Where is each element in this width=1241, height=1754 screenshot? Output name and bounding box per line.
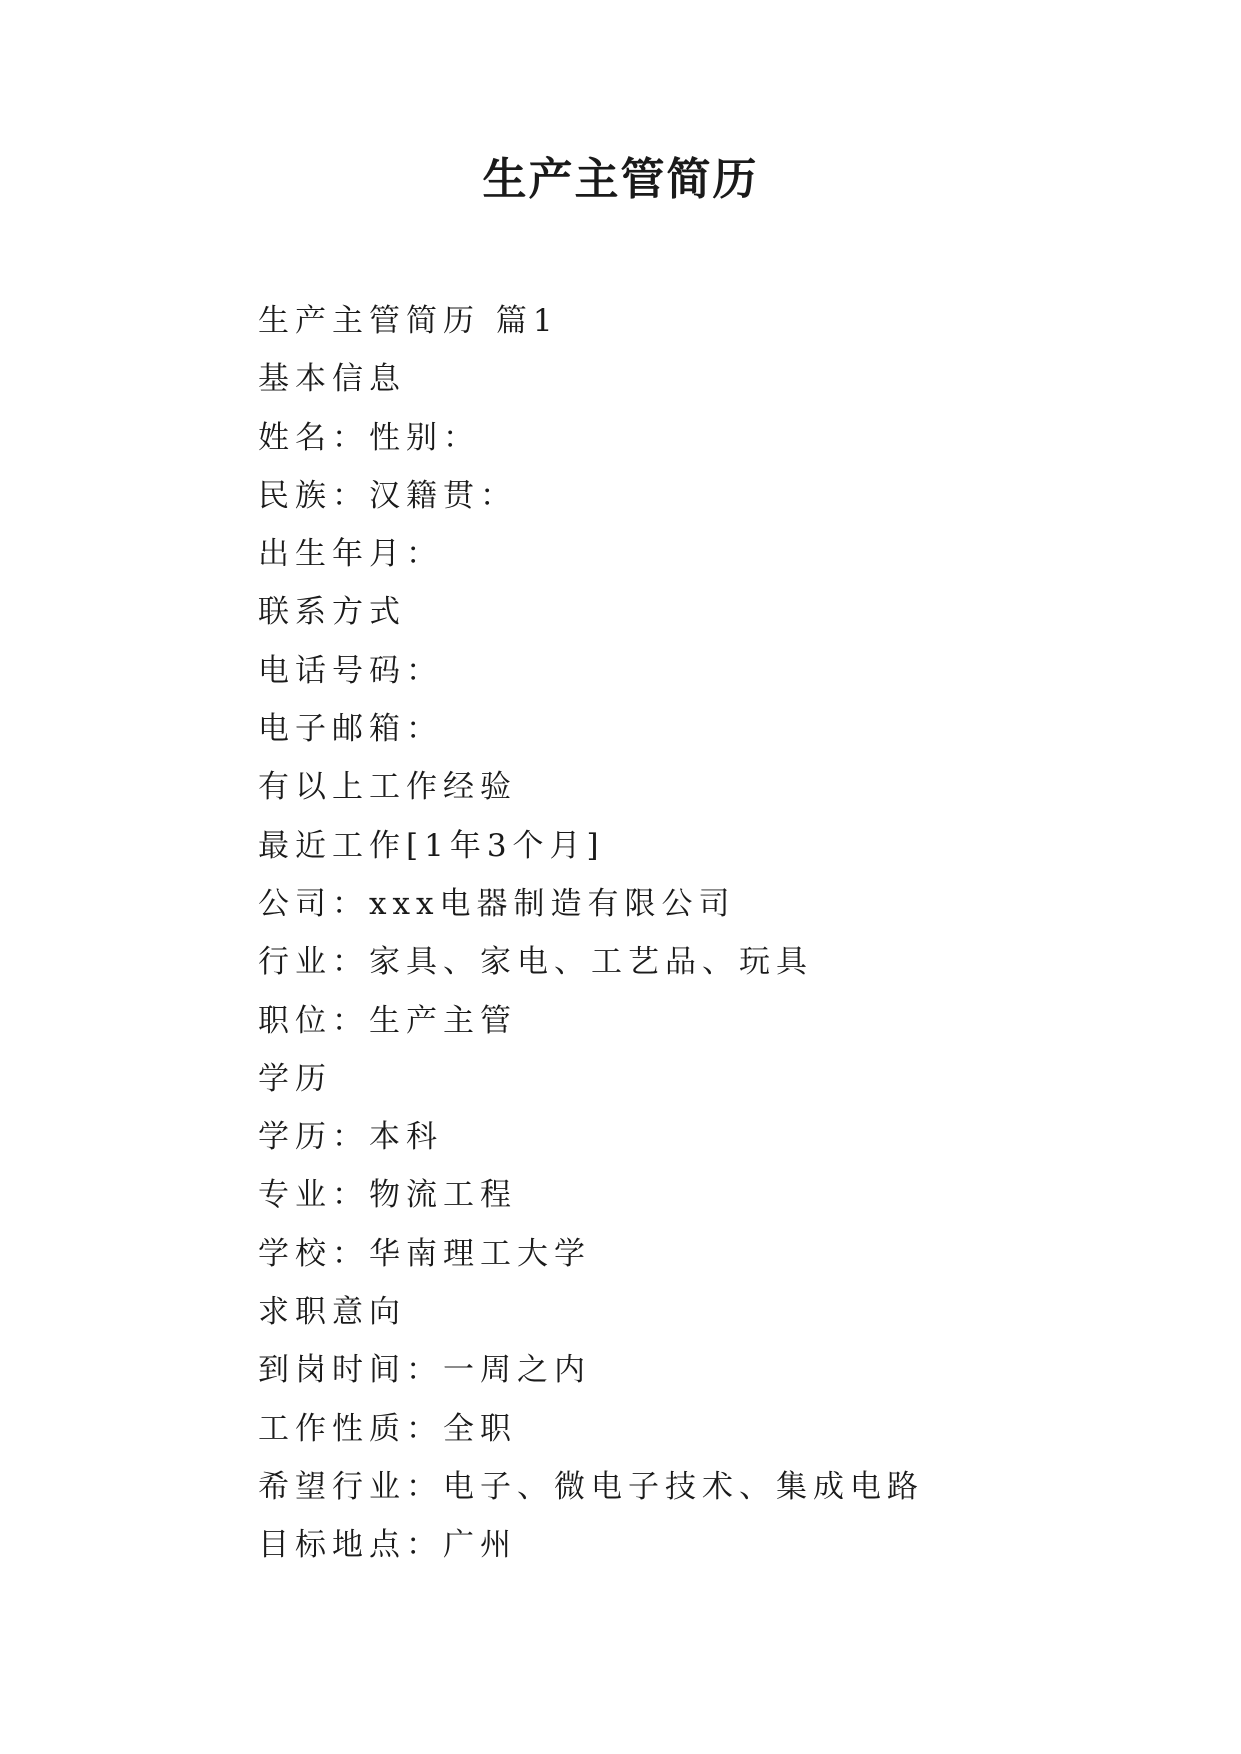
text-line: 电子邮箱： [258, 711, 443, 748]
text-line: 公司：xxx电器制造有限公司 [258, 885, 736, 922]
text-line: 到岗时间：一周之内 [258, 1352, 591, 1389]
document-body [258, 292, 1158, 1575]
text-line: 电话号码： [258, 652, 443, 689]
subsection-heading: 求职意向 [258, 1294, 406, 1331]
subsection-heading: 学历 [258, 1060, 332, 1097]
text-line: 希望行业：电子、微电子技术、集成电路 [258, 1468, 924, 1505]
document-title: 生产主管简历 [482, 154, 759, 205]
text-line: 最近工作[1年3个月] [258, 827, 605, 864]
subsection-heading: 联系方式 [258, 594, 406, 631]
text-line: 有以上工作经验 [258, 769, 517, 806]
section-heading: 生产主管简历 篇1 [258, 303, 559, 339]
text-line: 姓名：性别： [258, 419, 480, 456]
text-line: 工作性质：全职 [258, 1410, 517, 1447]
text-line: 学历：本科 [258, 1119, 443, 1156]
text-line: 行业：家具、家电、工艺品、玩具 [258, 944, 813, 981]
text-line: 学校：华南理工大学 [258, 1235, 591, 1272]
text-line: 民族：汉籍贯： [258, 477, 517, 514]
text-line: 职位：生产主管 [258, 1002, 517, 1039]
subsection-heading: 基本信息 [258, 361, 406, 398]
text-line: 专业：物流工程 [258, 1177, 517, 1214]
text-line: 目标地点：广州 [258, 1527, 517, 1564]
text-line: 出生年月： [258, 536, 443, 573]
